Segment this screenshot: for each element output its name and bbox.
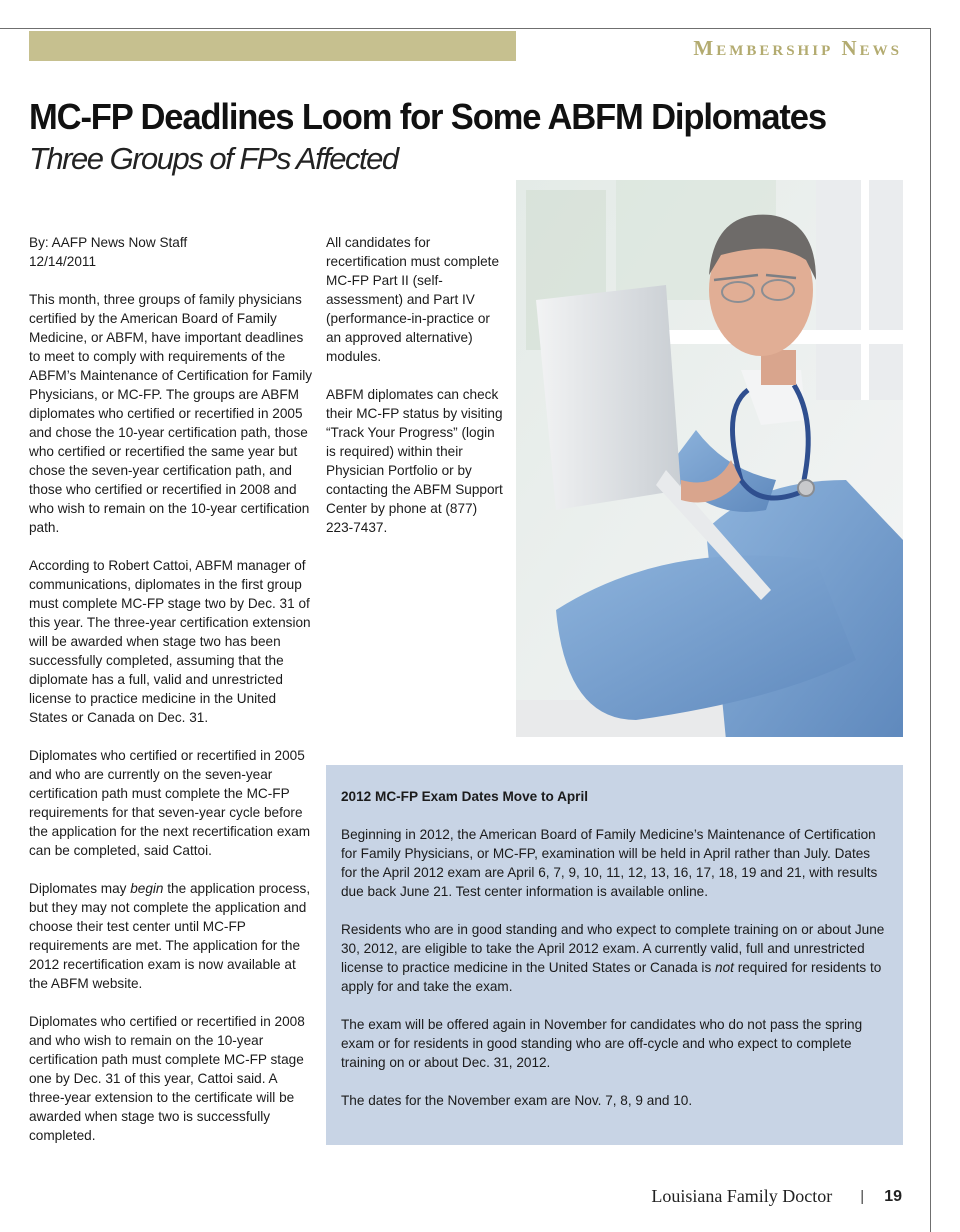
paragraph: ABFM diplomates can check their MC-FP status by visiting “Track Your Progress” (login is required) within their Physician Portfolio or by contacting the ABFM Support Center by phone at (877) 223-7437. bbox=[326, 387, 503, 535]
emphasis: begin bbox=[130, 881, 164, 896]
headline: MC-FP Deadlines Loom for Some ABFM Diplomates bbox=[29, 96, 826, 137]
article-column-left bbox=[29, 233, 314, 1164]
paragraph bbox=[29, 879, 314, 993]
dateline: 12/14/2011 bbox=[29, 254, 97, 269]
page-number: 19 bbox=[884, 1187, 902, 1205]
subhead: Three Groups of FPs Affected bbox=[29, 141, 398, 176]
paragraph: According to Robert Cattoi, ABFM manager of communications, diplomates in the first group must complete MC-FP stage two by Dec. 31 of this year. The three-year certification extension will be awarded when stage two has been successfully completed, assuming that the diplomate has a full, valid and unrestricted license to practice medicine in the United States or Canada on Dec. 31. bbox=[29, 558, 311, 725]
sidebar-box bbox=[326, 765, 903, 1145]
sidebar-title: 2012 MC-FP Exam Dates Move to April bbox=[341, 789, 589, 804]
page-footer bbox=[651, 1186, 902, 1207]
byline-block bbox=[29, 233, 314, 271]
emphasis: not bbox=[715, 960, 734, 975]
sidebar-paragraph: The exam will be offered again in November for candidates who do not pass the spring exam or for residents in good standing who are off-cycle and who expect to complete training on or about Dec. 31, 2012. bbox=[341, 1017, 863, 1070]
accent-bar bbox=[29, 31, 516, 61]
doctor-photo bbox=[516, 180, 903, 737]
paragraph-text: required for residents to apply for and take the exam. bbox=[341, 960, 882, 994]
sidebar-paragraph bbox=[341, 920, 888, 996]
paragraph: This month, three groups of family physicians certified by the American Board of Family Medicine, or ABFM, have important deadlines to meet to comply with requirements of the ABFM’s Maintenance of Certification for Family Physicians, or MC-FP. The groups are ABFM diplomates who certified or recertified in 2005 and chose the 10-year certification path, those who certified or recertified the same year but chose the seven-year certification path, and those who certified or recertified in 2008 and who wish to remain on the 10-year certification path. bbox=[29, 292, 313, 535]
paragraph-text: the application process, but they may not complete the application and choose their test center until MC-FP requirements are met. The application for the 2012 recertification exam is now available at the ABFM website. bbox=[29, 881, 311, 991]
paragraph: All candidates for recertification must complete MC-FP Part II (self-assessment) and Part IV (performance-in-practice or an approved alternative) modules. bbox=[326, 235, 500, 364]
paragraph: Diplomates who certified or recertified in 2005 and who are currently on the seven-year certification path must complete the MC-FP requirements for that seven-year cycle before the application for the next recertification exam can be completed, said Cattoi. bbox=[29, 748, 311, 858]
publication-name: Louisiana Family Doctor bbox=[651, 1186, 833, 1206]
section-label: Membership News bbox=[693, 36, 902, 60]
top-rule bbox=[0, 28, 930, 29]
byline: By: AAFP News Now Staff bbox=[29, 235, 188, 250]
sidebar-paragraph: The dates for the November exam are Nov. 7, 8, 9 and 10. bbox=[341, 1093, 693, 1108]
right-rule bbox=[930, 28, 931, 1232]
footer-separator: | bbox=[860, 1188, 865, 1205]
paragraph-text: Diplomates may bbox=[29, 881, 131, 896]
paragraph: Diplomates who certified or recertified in 2008 and who wish to remain on the 10-year certification path must complete MC-FP stage one by Dec. 31 of this year, Cattoi said. A three-year extension to the certificate will be awarded when stage two is successfully completed. bbox=[29, 1014, 305, 1143]
article-column-middle bbox=[326, 233, 506, 556]
paragraph-text: Residents who are in good standing and who expect to complete training on or about June 30, 2012, are eligible to take the April 2012 exam. A currently valid, full and unrestricted license to practice medicine in the United States or Canada is bbox=[341, 922, 885, 975]
sidebar-paragraph: Beginning in 2012, the American Board of Family Medicine’s Maintenance of Certification for Family Physicians, or MC-FP, examination will be held in April rather than July. Dates for the April 2012 exam are April 6, 7, 9, 10, 11, 12, 13, 16, 17, 18, 19 and 21, with results due back June 21. Test center information is available online. bbox=[341, 827, 878, 899]
